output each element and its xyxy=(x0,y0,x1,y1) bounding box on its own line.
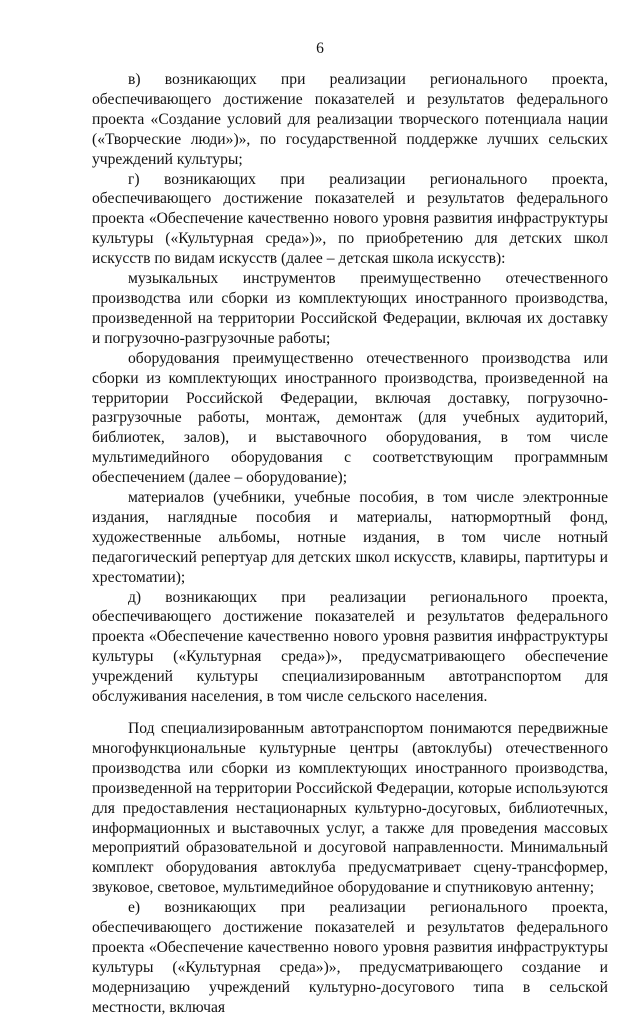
paragraph-v: в) возникающих при реализации регионального проекта, обеспечивающего достижение показателей и результатов федерального проекта «Создание условий для реализации творческого потенциала нации («Творческие люди»)», по государственной поддержке лучших сельских учреждений культуры; xyxy=(92,71,608,168)
paragraph-d: д) возникающих при реализации регионального проекта, обеспечивающего достижение показателей и результатов федерального проекта «Обеспечение качественно нового уровня развития инфраструктуры культуры («Культурная среда»)», предусматривающего обеспечение учреждений культуры специализированным автотранспортом для обслуживания населения, в том числе сельского населения. xyxy=(92,588,608,706)
page-number: 6 xyxy=(316,40,324,57)
paragraph-musical-instruments: музыкальных инструментов преимущественно отечественного производства или сборки из комплектующих иностранного производства, произведенной на территории Российской Федерации, включая их доставку и погрузочно-разгрузочные работы; xyxy=(92,270,608,347)
paragraph-equipment: оборудования преимущественно отечественного производства или сборки из комплектующих иностранного производства, произведенной на территории Российской Федерации, включая доставку, погрузочно-разгрузочные работы, монтаж, демонтаж (для учебных аудиторий, библиотек, залов), и выставочного оборудования, в том числе мультимедийного оборудования с соответствующим программным обеспечением (далее – оборудование); xyxy=(92,349,608,487)
paragraph-e: е) возникающих при реализации регионального проекта, обеспечивающего достижение показателей и результатов федерального проекта «Обеспечение качественно нового уровня развития инфраструктуры культуры («Культурная среда»)», предусматривающего создание и модернизацию учреждений культурно-досугового типа в сельской местности, включая xyxy=(92,899,608,1016)
document-body xyxy=(92,70,608,1018)
paragraph-materials: материалов (учебники, учебные пособия, в том числе электронные издания, наглядные пособия и материалы, натюрмортный фонд, художественные альбомы, нотные издания, в том числе нотный педагогический репертуар для детских школ искусств, клавиры, партитуры и хрестоматии); xyxy=(92,489,608,586)
paragraph-g: г) возникающих при реализации регионального проекта, обеспечивающего достижение показателей и результатов федерального проекта «Обеспечение качественно нового уровня развития инфраструктуры культуры («Культурная среда»)», по приобретению для детских школ искусств по видам искусств (далее – детская школа искусств): xyxy=(92,170,608,268)
paragraph-specialized-transport: Под специализированным автотранспортом понимаются передвижные многофункциональные культурные центры (автоклубы) отечественного производства или сборки из комплектующих иностранного производства, произведенной на территории Российской Федерации, которые используются для предоставления нестационарных культурно-досуговых, библиотечных, информационных и выставочных услуг, а также для проведения массовых мероприятий образовательной и досуговой направленности. Минимальный комплект оборудования автоклуба предусматривает сцену-трансформер, звуковое, световое, мультимедийное оборудование и спутниковую антенну; xyxy=(92,720,608,897)
